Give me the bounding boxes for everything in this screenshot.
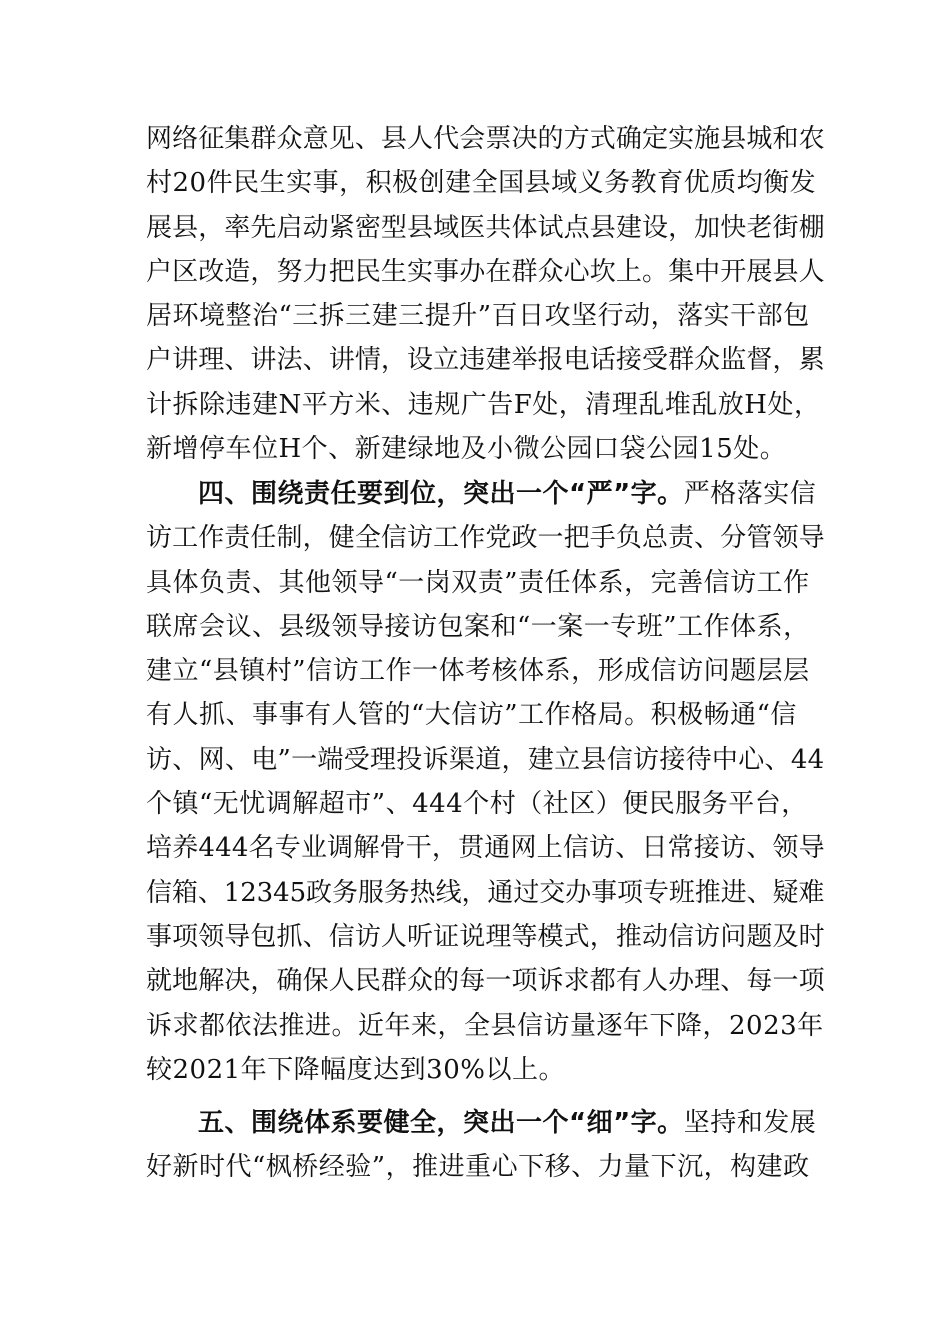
paragraph-1-line: 新增停车位H个、新建绿地及小微公园口袋公园15处。 — [146, 434, 787, 465]
section-heading-5: 五、围绕体系要健全，突出一个“细”字。 — [198, 1108, 684, 1138]
paragraph-2-line: 信箱、12345政务服务热线，通过交办事项专班推进、疑难 — [146, 877, 825, 908]
paragraph-2-line: 个镇“无忧调解超市”、444个村（社区）便民服务平台， — [146, 789, 808, 820]
paragraph-2 — [146, 472, 826, 1092]
paragraph-1-line: 村20件民生实事，积极创建全国县域义务教育优质均衡发 — [146, 168, 817, 199]
paragraph-2-line: 建立“县镇村”信访工作一体考核体系，形成信访问题层层 — [146, 656, 810, 687]
paragraph-2-line: 诉求都依法推进。近年来，全县信访量逐年下降，2023年 — [146, 1010, 824, 1041]
paragraph-1-line: 居环境整治“三拆三建三提升”百日攻坚行动，落实干部包 — [146, 301, 810, 332]
paragraph-2-line: 就地解决，确保人民群众的每一项诉求都有人办理、每一项 — [146, 966, 825, 997]
paragraph-3-lead-text: 坚持和发展 — [683, 1108, 817, 1138]
paragraph-2-line: 培养444名专业调解骨干，贯通网上信访、日常接访、领导 — [146, 833, 825, 864]
paragraph-2-lead-text: 严格落实信 — [683, 479, 817, 509]
paragraph-2-first-line — [146, 472, 826, 516]
paragraph-1-line: 网络征集群众意见、县人代会票决的方式确定实施县城和农 — [146, 124, 825, 154]
paragraph-2-line: 联席会议、县级领导接访包案和“一案一专班”工作体系， — [146, 611, 810, 642]
paragraph-3-first-line — [146, 1101, 826, 1145]
paragraph-1 — [146, 117, 826, 471]
paragraph-2-line: 事项领导包抓、信访人听证说理等模式，推动信访问题及时 — [146, 921, 825, 952]
paragraph-2-line: 具体负责、其他领导“一岗双责”责任体系，完善信访工作 — [146, 567, 810, 598]
paragraph-3 — [146, 1101, 826, 1190]
paragraph-1-line: 户讲理、讲法、讲情，设立违建举报电话接受群众监督，累 — [146, 345, 825, 376]
paragraph-2-line: 有人抓、事事有人管的“大信访”工作格局。积极畅通“信 — [146, 700, 797, 731]
section-heading-4: 四、围绕责任要到位，突出一个“严”字。 — [198, 479, 684, 509]
paragraph-2-line: 访工作责任制，健全信访工作党政一把手负总责、分管领导 — [146, 523, 825, 554]
paragraph-2-line: 访、网、电”一端受理投诉渠道，建立县信访接待中心、44 — [146, 744, 825, 775]
paragraph-1-line: 展县，率先启动紧密型县域医共体试点县建设，加快老街棚 — [146, 212, 825, 243]
paragraph-2-line: 较2021年下降幅度达到30%以上。 — [146, 1054, 565, 1085]
paragraph-3-line: 好新时代“枫桥经验”，推进重心下移、力量下沉，构建政 — [146, 1152, 810, 1183]
paragraph-1-line: 计拆除违建N平方米、违规广告F处，清理乱堆乱放H处， — [146, 389, 821, 420]
paragraph-1-line: 户区改造，努力把民生实事办在群众心坎上。集中开展县人 — [146, 256, 825, 287]
